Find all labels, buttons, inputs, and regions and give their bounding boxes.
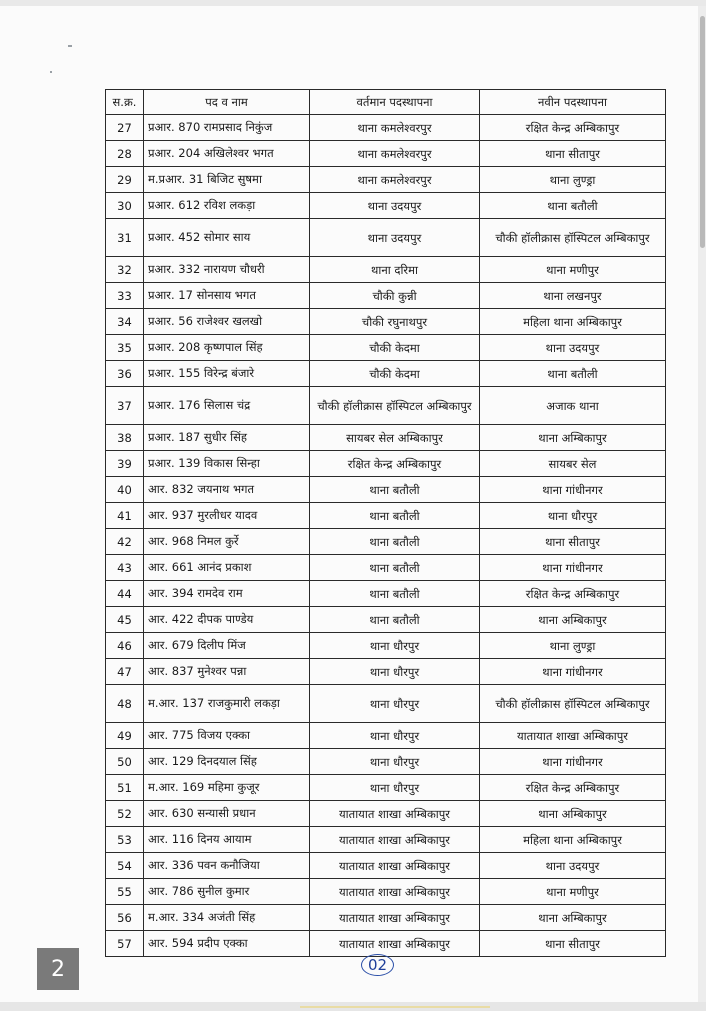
cell-current-posting: थाना बतौली (310, 607, 480, 633)
table-row (106, 477, 666, 503)
cell-new-posting: थाना लुण्ड्रा (480, 633, 666, 659)
cell-sno: 41 (106, 503, 144, 529)
table-row (106, 425, 666, 451)
cell-name: म.आर. 137 राजकुमारी लकड़ा (144, 685, 310, 723)
cell-name: आर. 679 दिलीप मिंज (144, 633, 310, 659)
cell-new-posting: रक्षित केन्द्र अम्बिकापुर (480, 581, 666, 607)
table-row (106, 503, 666, 529)
table-row (106, 607, 666, 633)
cell-current-posting: थाना धौरपुर (310, 659, 480, 685)
cell-new-posting: थाना उदयपुर (480, 335, 666, 361)
cell-new-posting: थाना उदयपुर (480, 853, 666, 879)
cell-sno: 54 (106, 853, 144, 879)
table-row (106, 633, 666, 659)
cell-name: प्रआर. 187 सुधीर सिंह (144, 425, 310, 451)
table-row (106, 167, 666, 193)
table-row (106, 451, 666, 477)
cell-new-posting: थाना अम्बिकापुर (480, 905, 666, 931)
cell-sno: 56 (106, 905, 144, 931)
cell-sno: 35 (106, 335, 144, 361)
scrollbar[interactable] (698, 6, 706, 1002)
cell-new-posting: यातायात शाखा अम्बिकापुर (480, 723, 666, 749)
cell-sno: 28 (106, 141, 144, 167)
cell-name: आर. 422 दीपक पाण्डेय (144, 607, 310, 633)
cell-current-posting: सायबर सेल अम्बिकापुर (310, 425, 480, 451)
cell-sno: 44 (106, 581, 144, 607)
scan-speck (68, 45, 72, 47)
cell-new-posting: थाना मणीपुर (480, 257, 666, 283)
cell-sno: 34 (106, 309, 144, 335)
cell-new-posting: थाना मणीपुर (480, 879, 666, 905)
bottom-accent-line (300, 1006, 490, 1008)
cell-current-posting: चौकी केदमा (310, 361, 480, 387)
cell-current-posting: थाना कमलेश्वरपुर (310, 141, 480, 167)
cell-sno: 29 (106, 167, 144, 193)
cell-current-posting: थाना बतौली (310, 477, 480, 503)
cell-current-posting: थाना कमलेश्वरपुर (310, 167, 480, 193)
header-current-posting: वर्तमान पदस्थापना (310, 90, 480, 115)
cell-new-posting: थाना बतौली (480, 193, 666, 219)
cell-name: म.प्रआर. 31 बिजिट सुषमा (144, 167, 310, 193)
table-row (106, 335, 666, 361)
table-row (106, 879, 666, 905)
cell-sno: 45 (106, 607, 144, 633)
cell-current-posting: चौकी रघुनाथपुर (310, 309, 480, 335)
cell-new-posting: थाना लुण्ड्रा (480, 167, 666, 193)
table-row (106, 659, 666, 685)
cell-sno: 50 (106, 749, 144, 775)
cell-new-posting: चौकी हॉलीक्रास हॉस्पिटल अम्बिकापुर (480, 219, 666, 257)
cell-name: आर. 116 दिनय आयाम (144, 827, 310, 853)
cell-new-posting: थाना गांधीनगर (480, 477, 666, 503)
table-row (106, 749, 666, 775)
header-new-posting: नवीन पदस्थापना (480, 90, 666, 115)
page-indicator: 2 (37, 948, 79, 990)
cell-name: आर. 837 मुनेश्वर पन्ना (144, 659, 310, 685)
cell-sno: 57 (106, 931, 144, 957)
cell-name: प्रआर. 208 कृष्णपाल सिंह (144, 335, 310, 361)
cell-current-posting: यातायात शाखा अम्बिकापुर (310, 905, 480, 931)
cell-new-posting: सायबर सेल (480, 451, 666, 477)
cell-name: आर. 661 आनंद प्रकाश (144, 555, 310, 581)
table-row (106, 555, 666, 581)
cell-name: प्रआर. 155 विरेन्द्र बंजारे (144, 361, 310, 387)
cell-new-posting: रक्षित केन्द्र अम्बिकापुर (480, 775, 666, 801)
cell-sno: 39 (106, 451, 144, 477)
cell-name: आर. 336 पवन कनौजिया (144, 853, 310, 879)
cell-current-posting: थाना धौरपुर (310, 723, 480, 749)
cell-name: म.आर. 334 अजंती सिंह (144, 905, 310, 931)
cell-sno: 30 (106, 193, 144, 219)
cell-current-posting: रक्षित केन्द्र अम्बिकापुर (310, 451, 480, 477)
table-body (106, 115, 666, 957)
cell-sno: 40 (106, 477, 144, 503)
transfer-table (105, 89, 666, 957)
cell-new-posting: थाना धौरपुर (480, 503, 666, 529)
cell-sno: 38 (106, 425, 144, 451)
table-row (106, 387, 666, 425)
table-row (106, 361, 666, 387)
cell-name: आर. 394 रामदेव राम (144, 581, 310, 607)
table-header-row (106, 90, 666, 115)
table-row (106, 219, 666, 257)
scan-speck (50, 71, 52, 73)
cell-new-posting: रक्षित केन्द्र अम्बिकापुर (480, 115, 666, 141)
table-row (106, 801, 666, 827)
cell-new-posting: चौकी हॉलीक्रास हॉस्पिटल अम्बिकापुर (480, 685, 666, 723)
footer-page-number: 02 (361, 954, 394, 976)
table-row (106, 853, 666, 879)
table-row (106, 115, 666, 141)
cell-current-posting: थाना बतौली (310, 503, 480, 529)
cell-name: आर. 129 दिनदयाल सिंह (144, 749, 310, 775)
cell-new-posting: थाना सीतापुर (480, 141, 666, 167)
cell-name: प्रआर. 612 रविश लकड़ा (144, 193, 310, 219)
cell-current-posting: थाना धौरपुर (310, 775, 480, 801)
cell-current-posting: थाना धौरपुर (310, 749, 480, 775)
cell-current-posting: यातायात शाखा अम्बिकापुर (310, 853, 480, 879)
cell-name: प्रआर. 17 सोनसाय भगत (144, 283, 310, 309)
cell-new-posting: थाना अम्बिकापुर (480, 801, 666, 827)
cell-new-posting: थाना अम्बिकापुर (480, 425, 666, 451)
cell-sno: 49 (106, 723, 144, 749)
table-row (106, 775, 666, 801)
cell-current-posting: थाना दरिमा (310, 257, 480, 283)
cell-name: प्रआर. 56 राजेश्वर खलखो (144, 309, 310, 335)
table-row (106, 723, 666, 749)
cell-current-posting: थाना बतौली (310, 581, 480, 607)
cell-current-posting: थाना बतौली (310, 529, 480, 555)
table-row (106, 257, 666, 283)
cell-new-posting: अजाक थाना (480, 387, 666, 425)
cell-sno: 47 (106, 659, 144, 685)
cell-current-posting: यातायात शाखा अम्बिकापुर (310, 931, 480, 957)
table-row (106, 141, 666, 167)
cell-current-posting: थाना कमलेश्वरपुर (310, 115, 480, 141)
cell-name: प्रआर. 204 अखिलेश्वर भगत (144, 141, 310, 167)
cell-name: प्रआर. 332 नारायण चौधरी (144, 257, 310, 283)
cell-current-posting: यातायात शाखा अम्बिकापुर (310, 827, 480, 853)
cell-current-posting: थाना धौरपुर (310, 633, 480, 659)
scrollbar-thumb[interactable] (700, 16, 705, 248)
cell-new-posting: थाना गांधीनगर (480, 749, 666, 775)
cell-new-posting: महिला थाना अम्बिकापुर (480, 309, 666, 335)
cell-new-posting: थाना गांधीनगर (480, 555, 666, 581)
table-row (106, 529, 666, 555)
table-row (106, 685, 666, 723)
cell-current-posting: चौकी केदमा (310, 335, 480, 361)
cell-sno: 52 (106, 801, 144, 827)
cell-new-posting: थाना गांधीनगर (480, 659, 666, 685)
cell-name: आर. 937 मुरलीधर यादव (144, 503, 310, 529)
table-row (106, 827, 666, 853)
cell-new-posting: थाना लखनपुर (480, 283, 666, 309)
table-row (106, 309, 666, 335)
cell-sno: 48 (106, 685, 144, 723)
cell-name: म.आर. 169 महिमा कुजूर (144, 775, 310, 801)
table-row (106, 905, 666, 931)
cell-sno: 37 (106, 387, 144, 425)
cell-sno: 53 (106, 827, 144, 853)
header-sno: स.क्र. (106, 90, 144, 115)
cell-current-posting: थाना धौरपुर (310, 685, 480, 723)
cell-new-posting: थाना सीतापुर (480, 931, 666, 957)
cell-name: आर. 832 जयनाथ भगत (144, 477, 310, 503)
cell-sno: 51 (106, 775, 144, 801)
cell-sno: 36 (106, 361, 144, 387)
table-row (106, 581, 666, 607)
cell-sno: 31 (106, 219, 144, 257)
cell-current-posting: यातायात शाखा अम्बिकापुर (310, 801, 480, 827)
cell-sno: 55 (106, 879, 144, 905)
table-row (106, 283, 666, 309)
cell-sno: 32 (106, 257, 144, 283)
cell-new-posting: थाना बतौली (480, 361, 666, 387)
cell-sno: 27 (106, 115, 144, 141)
cell-current-posting: चौकी हॉलीक्रास हॉस्पिटल अम्बिकापुर (310, 387, 480, 425)
cell-sno: 33 (106, 283, 144, 309)
cell-new-posting: थाना अम्बिकापुर (480, 607, 666, 633)
cell-current-posting: यातायात शाखा अम्बिकापुर (310, 879, 480, 905)
cell-sno: 43 (106, 555, 144, 581)
cell-current-posting: थाना उदयपुर (310, 193, 480, 219)
cell-sno: 42 (106, 529, 144, 555)
cell-new-posting: महिला थाना अम्बिकापुर (480, 827, 666, 853)
cell-name: आर. 968 निमल कुर्रे (144, 529, 310, 555)
cell-current-posting: थाना उदयपुर (310, 219, 480, 257)
cell-name: प्रआर. 870 रामप्रसाद निकुंज (144, 115, 310, 141)
table-row (106, 193, 666, 219)
cell-name: आर. 594 प्रदीप एक्का (144, 931, 310, 957)
cell-sno: 46 (106, 633, 144, 659)
table-row (106, 931, 666, 957)
cell-name: प्रआर. 176 सिलास चंद्र (144, 387, 310, 425)
cell-name: आर. 775 विजय एक्का (144, 723, 310, 749)
cell-name: आर. 786 सुनील कुमार (144, 879, 310, 905)
cell-name: आर. 630 सन्यासी प्रधान (144, 801, 310, 827)
cell-new-posting: थाना सीतापुर (480, 529, 666, 555)
cell-current-posting: थाना बतौली (310, 555, 480, 581)
cell-current-posting: चौकी कुन्नी (310, 283, 480, 309)
header-name: पद व नाम (144, 90, 310, 115)
cell-name: प्रआर. 139 विकास सिन्हा (144, 451, 310, 477)
cell-name: प्रआर. 452 सोमार साय (144, 219, 310, 257)
